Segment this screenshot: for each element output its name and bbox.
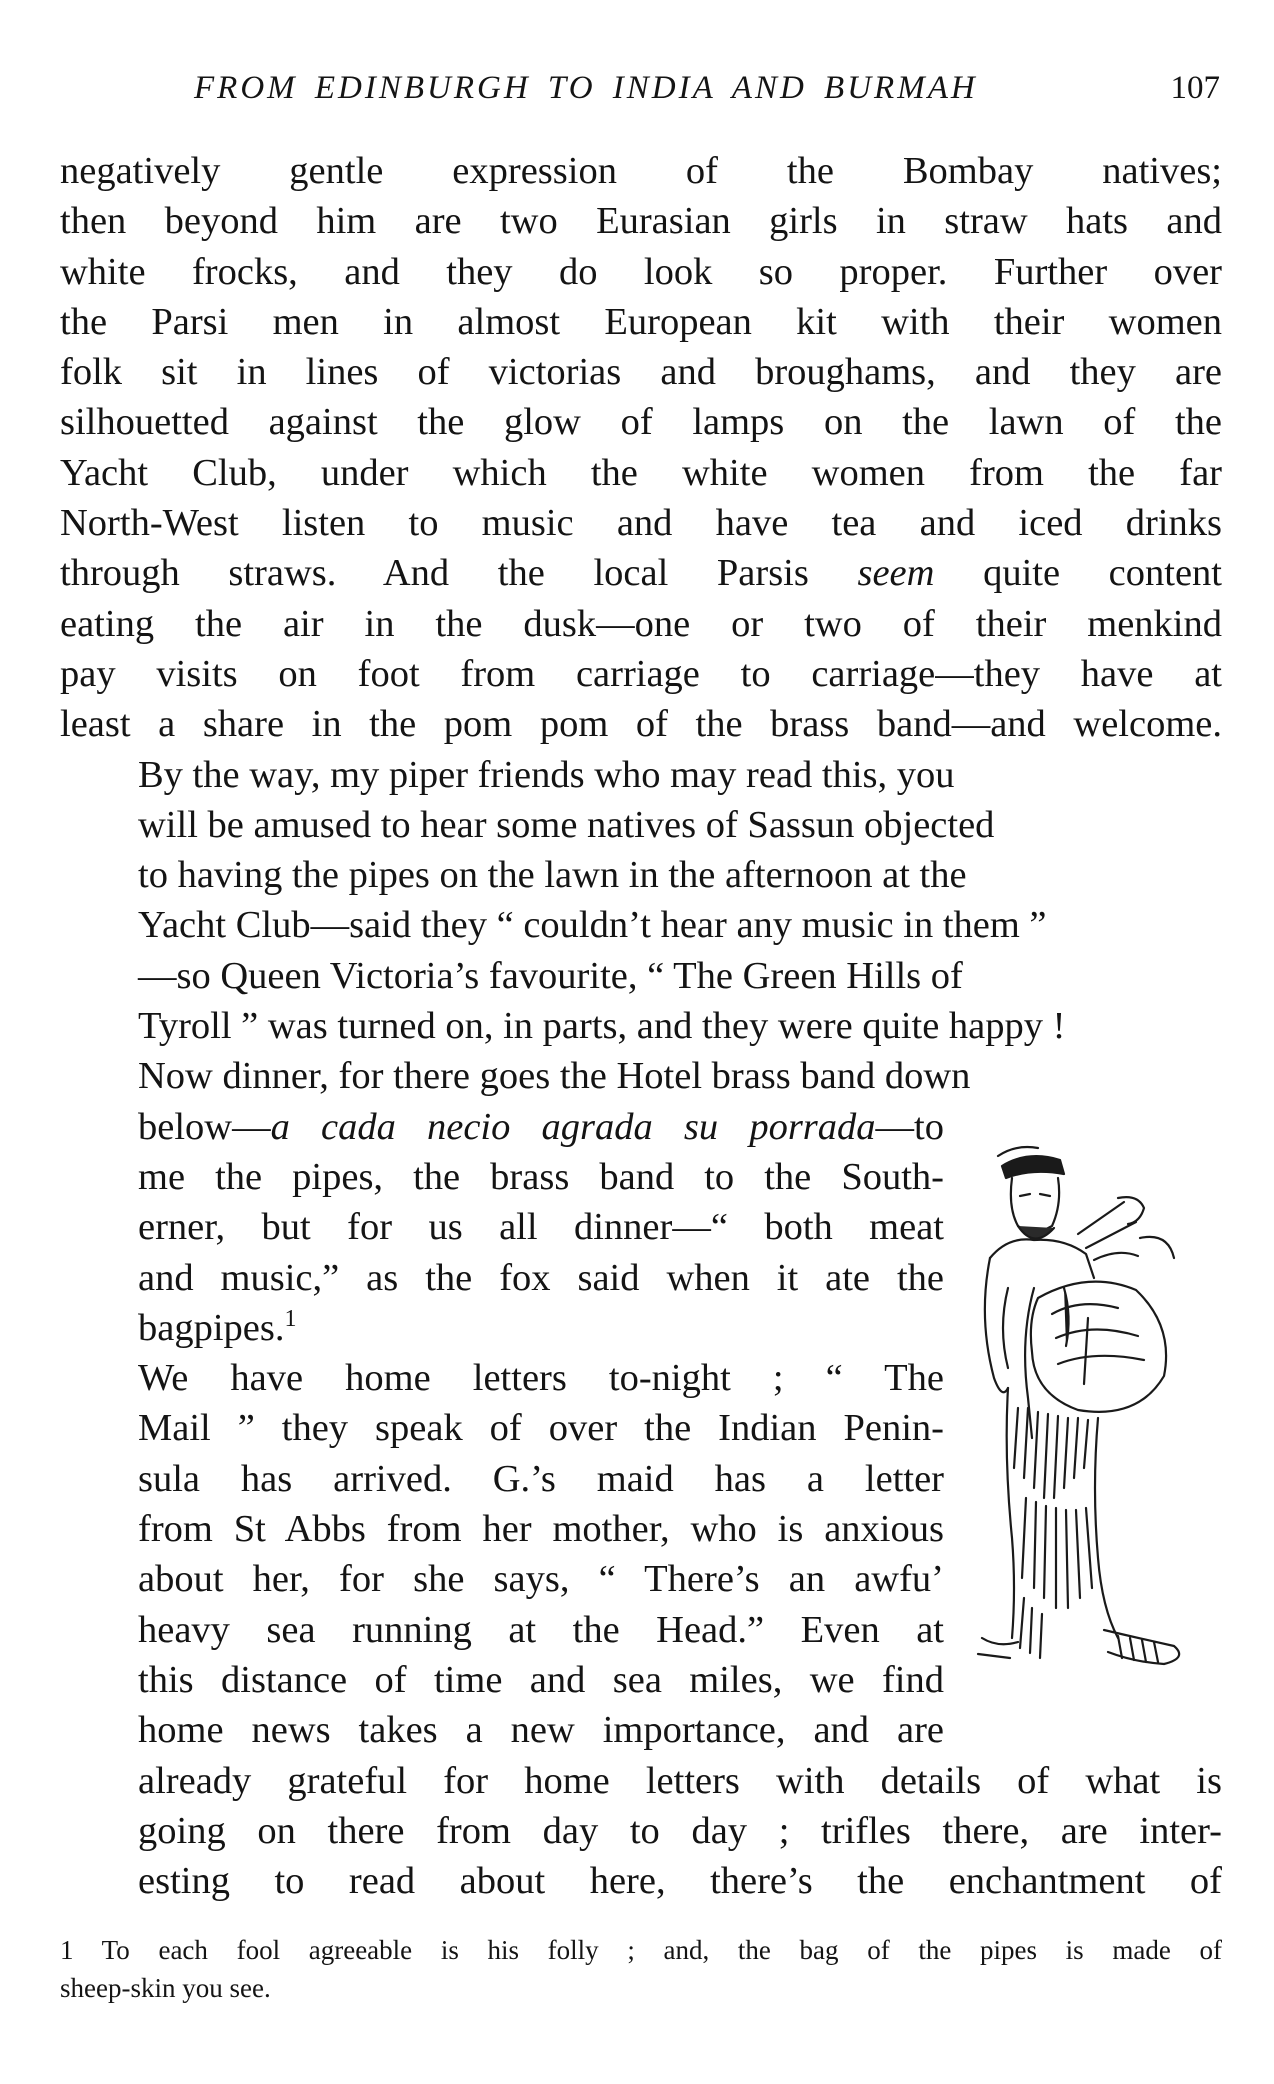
footnote-line: sheep-skin you see. [60,1973,271,2003]
footnote [60,1931,1222,2007]
text-line: negatively gentle expression of the Bombay natives; [60,150,1222,192]
text-line: to having the pipes on the lawn in the afternoon at the [138,854,967,897]
text-run: quite content [934,552,1222,595]
italic-run: seem [857,552,935,595]
text-line: erner, but for us all dinner—“ both meat [138,1206,944,1249]
piper-sketch-drawing [968,1138,1228,1678]
running-head [60,66,1222,114]
running-title: FROM EDINBURGH TO INDIA AND BURMAH [194,70,978,106]
text-line: folk sit in lines of victorias and broughams, and they are [60,351,1222,394]
italic-run: a cada necio agrada su porrada [270,1105,876,1148]
text-line: this distance of time and sea miles, we find [138,1658,944,1701]
text-line: Yacht Club, under which the white women from the far [60,451,1222,494]
text-line [60,548,1222,598]
text-line: and music,” as the fox said when it ate the [138,1256,944,1299]
paragraph-2 [60,750,1222,1052]
text-line: already grateful for home letters with details of what is [138,1759,1222,1802]
text-line: from St Abbs from her mother, who is anxious [138,1508,944,1551]
text-line: Yacht Club—said they “ couldn’t hear any music in them ” [138,904,1047,947]
text-line: home news takes a new importance, and are [138,1709,944,1752]
text-run: —to [875,1105,944,1148]
footnote-text: To each fool agreeable is his folly ; and, the bag of the pipes is made of [73,1935,1222,1965]
page-number: 107 [1170,70,1220,106]
footnote-reference: 1 [284,1306,297,1332]
text-run: below— [138,1105,271,1148]
text-line: about her, for she says, “ There’s an awfu’ [138,1558,944,1601]
text-line: Now dinner, for there goes the Hotel brass band down [138,1055,971,1098]
text-line: then beyond him are two Eurasian girls in straw hats and [60,200,1222,243]
text-line [60,1102,944,1152]
text-line: —so Queen Victoria’s favourite, “ The Green Hills of [138,954,963,997]
text-run: bagpipes. [138,1306,285,1349]
text-line: silhouetted against the glow of lamps on the lawn of the [60,401,1222,444]
paragraph-1 [60,146,1222,750]
text-line: esting to read about here, there’s the enchantment of [138,1860,1222,1903]
text-line: By the way, my piper friends who may read this, you [138,753,955,796]
text-line: the Parsi men in almost European kit with their women [60,300,1222,343]
text-line: me the pipes, the brass band to the South- [138,1155,944,1198]
text-line: heavy sea running at the Head.” Even at [138,1608,944,1651]
text-line: Mail ” they speak of over the Indian Penin- [138,1407,944,1450]
text-line: going on there from day to day ; trifles there, are inter- [138,1809,1222,1852]
text-line: Tyroll ” was turned on, in parts, and they were quite happy ! [138,1005,1066,1048]
text-line: will be amused to hear some natives of Sassun objected [138,803,995,846]
footnote-marker: 1 [60,1935,74,1965]
text-run: through straws. And the local Parsis [60,552,858,595]
text-line [60,1303,944,1353]
footnote-line [60,1931,1222,1969]
text-line: pay visits on foot from carriage to carriage—they have at [60,652,1222,695]
text-line: white frocks, and they do look so proper. Further over [60,250,1222,293]
text-line: eating the air in the dusk—one or two of their menkind [60,602,1222,645]
text-line: We have home letters to-night ; “ The [138,1357,944,1400]
text-line: North-West listen to music and have tea and iced drinks [60,502,1222,545]
text-line: least a share in the pom pom of the brass band—and welcome. [60,703,1222,746]
text-line: sula has arrived. G.’s maid has a letter [138,1457,944,1500]
piper-sketch-icon [968,1138,1228,1678]
